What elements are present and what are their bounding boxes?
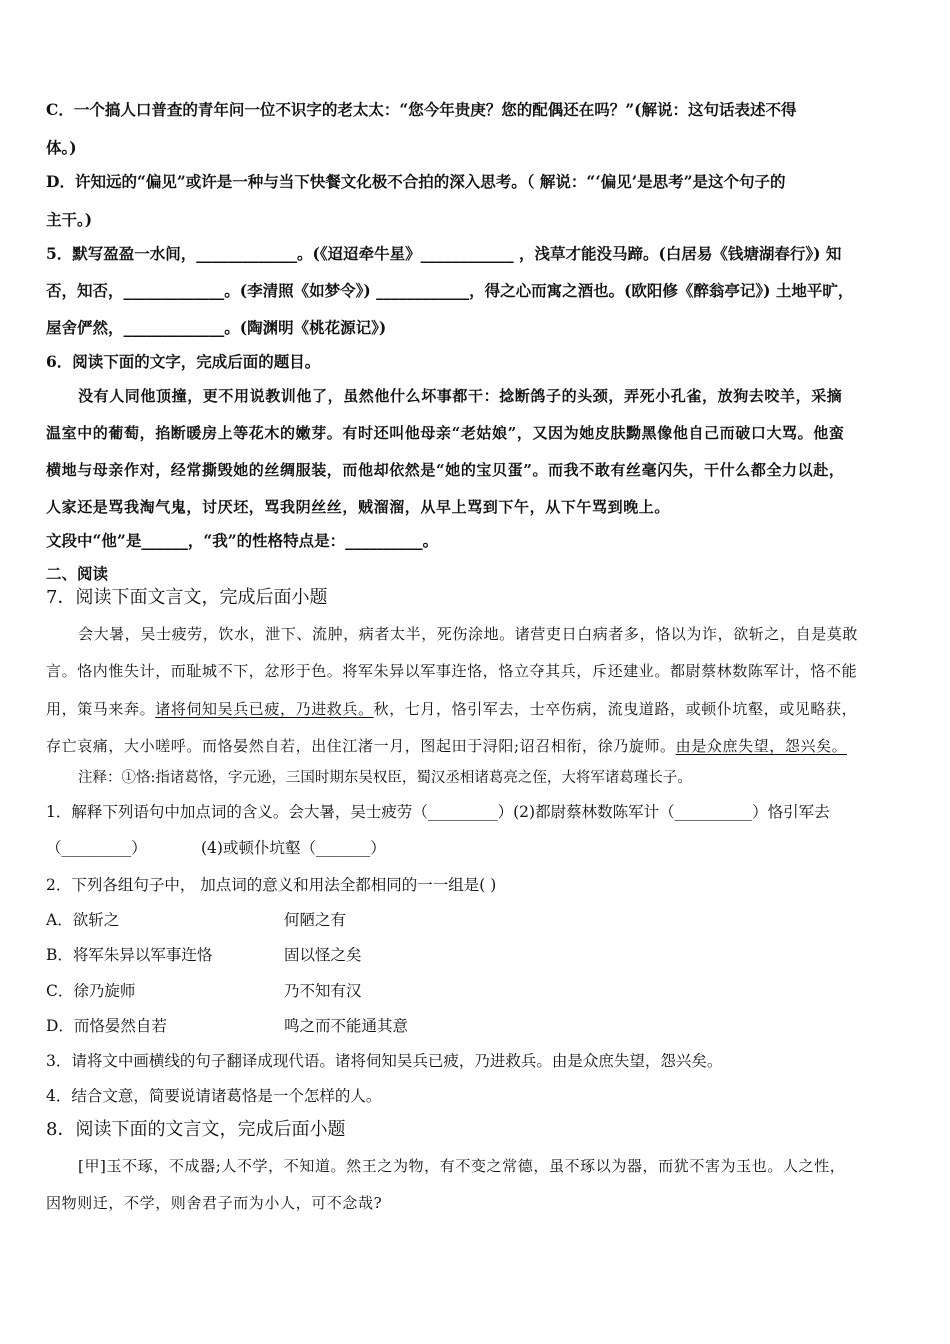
- q5-line1: 5．默写盈盈一水间，_____________。(《迢迢牵牛星》____________ ，浅草才能没马蹄。(白居易《钱塘湖春行》) 知: [46, 244, 842, 263]
- q5-line3: 屋舍俨然，_____________。(陶渊明《桃花源记》): [46, 318, 387, 337]
- q7-sub2-title: 2．下列各组句子中， 加点词的意义和用法全都相同的一一组是( ): [46, 876, 497, 894]
- q7-passage-line3: [46, 697, 857, 721]
- q7-title: 7．阅读下面文言文，完成后面小题: [46, 587, 328, 608]
- q7-option-d-right: 鸣之而不能通其意: [284, 1017, 409, 1035]
- q7-option-b-left: B．将军朱异以军事迕恪: [46, 946, 213, 964]
- q6-passage-line2: 温室中的葡萄，掐断暖房上等花木的嫩芽。有时还叫他母亲“老姑娘”，又因为她皮肤黝黑像他自己而破口大骂。他蛮: [46, 424, 845, 442]
- option-d-line2: 主干。): [46, 210, 93, 229]
- option-d-line1: D．许知远的“偏见”或许是一种与当下快餐文化极不合拍的深入思考。（ 解说：“‘偏见’是思考”是这个句子的: [46, 172, 786, 191]
- q7-option-b-right: 固以怪之矣: [284, 946, 362, 964]
- q6-passage-line1: 没有人同他顶撞，更不用说教训他了，虽然他什么坏事都干：捻断鸽子的头颈，弄死小孔雀，放狗去咬羊，采摘: [78, 387, 843, 405]
- q8-passage-line1: [甲]玉不琢，不成器;人不学，不知道。然王之为物，有不变之常德，虽不琢以为器，而犹不害为玉也。人之性，: [78, 1157, 846, 1175]
- q7-underlined-sentence-1: 诸将伺知吴兵已疲，乃进救兵。: [155, 700, 374, 718]
- q7-passage-line1: 会大暑，吴士疲劳，饮水，泄下、流肿，病者太半，死伤涂地。诸营吏日白病者多，恪以为诈，欲斩之，自是莫敢: [78, 625, 859, 643]
- q7-passage-line4: [46, 734, 847, 758]
- q7-annotation: 注释：①恪:指诸葛恪，字元逊，三国时期东吴权臣，蜀汉丞相诸葛亮之侄，大将军诸葛瑾长子。: [78, 770, 692, 786]
- q7-option-d-left: D．而恪晏然自若: [46, 1017, 167, 1035]
- q8-title: 8．阅读下面的文言文，完成后面小题: [46, 1119, 346, 1140]
- q7-passage-line4-start: 存亡哀痛，大小嗟呼。而恪晏然自若，出住江渚一月，图起田于浔阳;诏召相衔，徐乃旋师。: [46, 737, 676, 755]
- q7-option-c: [46, 979, 362, 1003]
- q7-passage-line3-start: 用，策马来奔。: [46, 700, 156, 718]
- q7-passage-line2: 言。恪内惟失计，而耻城不下，忿形于色。将军朱异以军事迕恪，恪立夺其兵，斥还建业。都尉蔡林数陈军计，恪不能: [46, 662, 858, 680]
- option-c-line1: C．一个搞人口普查的青年问一位不识字的老太太：“您今年贵庚？您的配偶还在吗？”(解说：这句话表述不得: [46, 100, 797, 119]
- q7-option-c-right: 乃不知有汉: [284, 982, 362, 1000]
- q7-sub1-line2: （_________） (4)或顿仆坑壑（_______）: [46, 839, 386, 857]
- q7-sub4: 4．结合文意，简要说请诸葛恪是一个怎样的人。: [46, 1087, 382, 1105]
- q7-option-b: [46, 943, 362, 967]
- q6-passage-line4: 人家还是骂我淘气鬼，讨厌坯，骂我阴丝丝，贼溜溜，从早上骂到下午，从下午骂到晚上。: [46, 498, 671, 516]
- q7-sub1-line1: 1．解释下列语句中加点词的含义。会大暑，吴士疲劳（_________）(2)都尉蔡林数陈军计（__________）恪引军去: [46, 803, 830, 821]
- q7-option-a-left: A．欲斩之: [46, 911, 120, 929]
- q7-option-a: [46, 908, 346, 932]
- q7-option-d: [46, 1014, 408, 1038]
- q7-option-c-left: C．徐乃旋师: [46, 982, 136, 1000]
- q8-passage-line2: 因物则迁，不学，则舍君子而为小人，可不念哉?: [46, 1194, 383, 1212]
- q6-question: 文段中“他”是______，“我”的性格特点是：__________。: [46, 531, 439, 550]
- q7-underlined-sentence-2: 由是众庶失望，怨兴矣。: [675, 737, 848, 755]
- q5-line2: 否，知否，_____________。(李清照《如梦令》) ____________，得之心而寓之酒也。(欧阳修《醉翁亭记》) 土地平旷，: [46, 281, 854, 300]
- section-title-reading: 二、阅读: [46, 564, 109, 583]
- q7-option-a-right: 何陋之有: [284, 911, 347, 929]
- q6-passage-line3: 横地与母亲作对，经常撕毁她的丝绸服装，而他却依然是“她的宝贝蛋”。而我不敢有丝毫闪失，干什么都全力以赴，: [46, 461, 845, 479]
- q6-title: 6．阅读下面的文字，完成后面的题目。: [46, 352, 321, 371]
- q7-passage-line3-end: 秋，七月，恪引军去，士卒伤病，流曳道路，或顿仆坑壑，或见略获，: [373, 700, 858, 718]
- q7-sub3: 3．请将文中画横线的句子翻译成现代语。诸将伺知吴兵已疲，乃进救兵。由是众庶失望，怨兴矣。: [46, 1052, 723, 1070]
- option-c-line2: 体。): [46, 138, 77, 157]
